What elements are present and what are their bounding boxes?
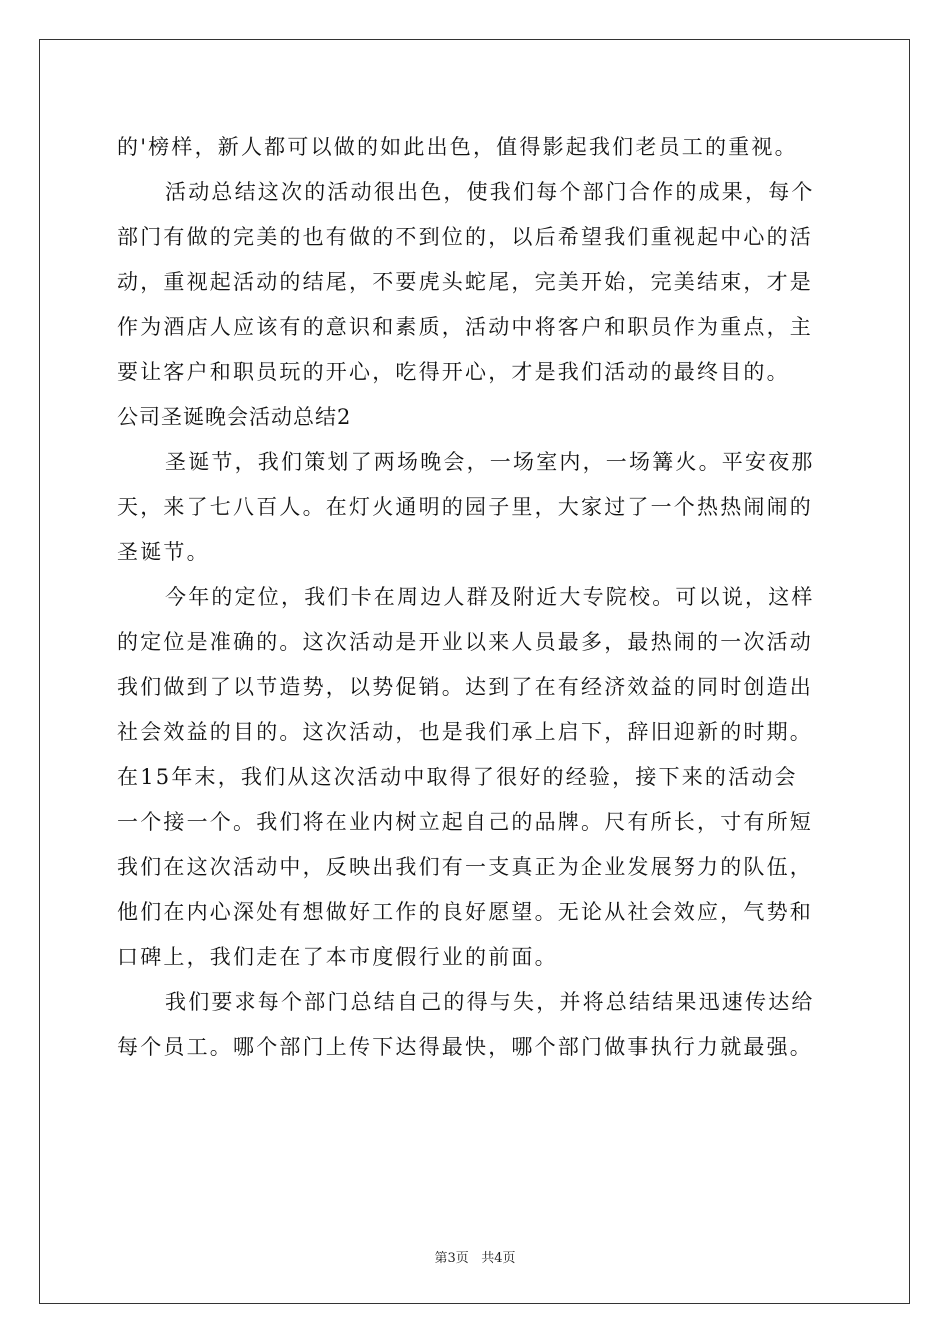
paragraph-3: [117, 440, 837, 575]
text-line: 要让客户和职员玩的开心，吃得开心，才是我们活动的最终目的。: [117, 360, 790, 384]
page-footer: [0, 1247, 950, 1266]
text-line: 我们做到了以节造势，以势促销。达到了在有经济效益的同时创造出: [117, 675, 813, 699]
text-line: 我们在这次活动中，反映出我们有一支真正为企业发展努力的队伍，: [117, 855, 813, 879]
text-line: 天，来了七八百人。在灯火通明的园子里，大家过了一个热热闹闹的: [117, 495, 813, 519]
paragraph-2: [117, 170, 837, 395]
text-line: 活动总结这次的活动很出色，使我们每个部门合作的成果，每个: [165, 180, 815, 204]
page-number-current: 第3页: [434, 1251, 469, 1266]
text-line: 今年的定位，我们卡在周边人群及附近大专院校。可以说，这样: [165, 585, 815, 609]
text-line: 社会效益的目的。这次活动，也是我们承上启下，辞旧迎新的时期。: [117, 720, 813, 744]
text-line: 圣诞节，我们策划了两场晚会，一场室内，一场篝火。平安夜那: [165, 450, 815, 474]
text-line: 我们要求每个部门总结自己的得与失，并将总结结果迅速传达给: [165, 990, 815, 1014]
text-line: 动，重视起活动的结尾，不要虎头蛇尾，完美开始，完美结束，才是: [117, 270, 813, 294]
page-number-total: 共4页: [481, 1251, 516, 1266]
paragraph-4: [117, 575, 837, 980]
text-line: 部门有做的完美的也有做的不到位的，以后希望我们重视起中心的活: [117, 225, 813, 249]
text-line: 的定位是准确的。这次活动是开业以来人员最多，最热闹的一次活动: [117, 630, 813, 654]
paragraph-1: [117, 125, 837, 170]
text-line: 作为酒店人应该有的意识和素质，活动中将客户和职员作为重点，主: [117, 315, 813, 339]
text-line: 的'榜样，新人都可以做的如此出色，值得影起我们老员工的重视。: [117, 135, 798, 159]
section-title: 公司圣诞晚会活动总结2: [117, 405, 352, 429]
text-line: 每个员工。哪个部门上传下达得最快，哪个部门做事执行力就最强。: [117, 1035, 813, 1059]
text-line: 他们在内心深处有想做好工作的良好愿望。无论从社会效应，气势和: [117, 900, 813, 924]
text-line: 口碑上，我们走在了本市度假行业的前面。: [117, 945, 558, 969]
text-line: 圣诞节。: [117, 540, 210, 564]
paragraph-5: [117, 980, 837, 1070]
text-line: 在15年末，我们从这次活动中取得了很好的经验，接下来的活动会: [117, 765, 798, 789]
text-line: 一个接一个。我们将在业内树立起自己的品牌。尺有所长，寸有所短: [117, 810, 813, 834]
document-body: [117, 125, 837, 1070]
